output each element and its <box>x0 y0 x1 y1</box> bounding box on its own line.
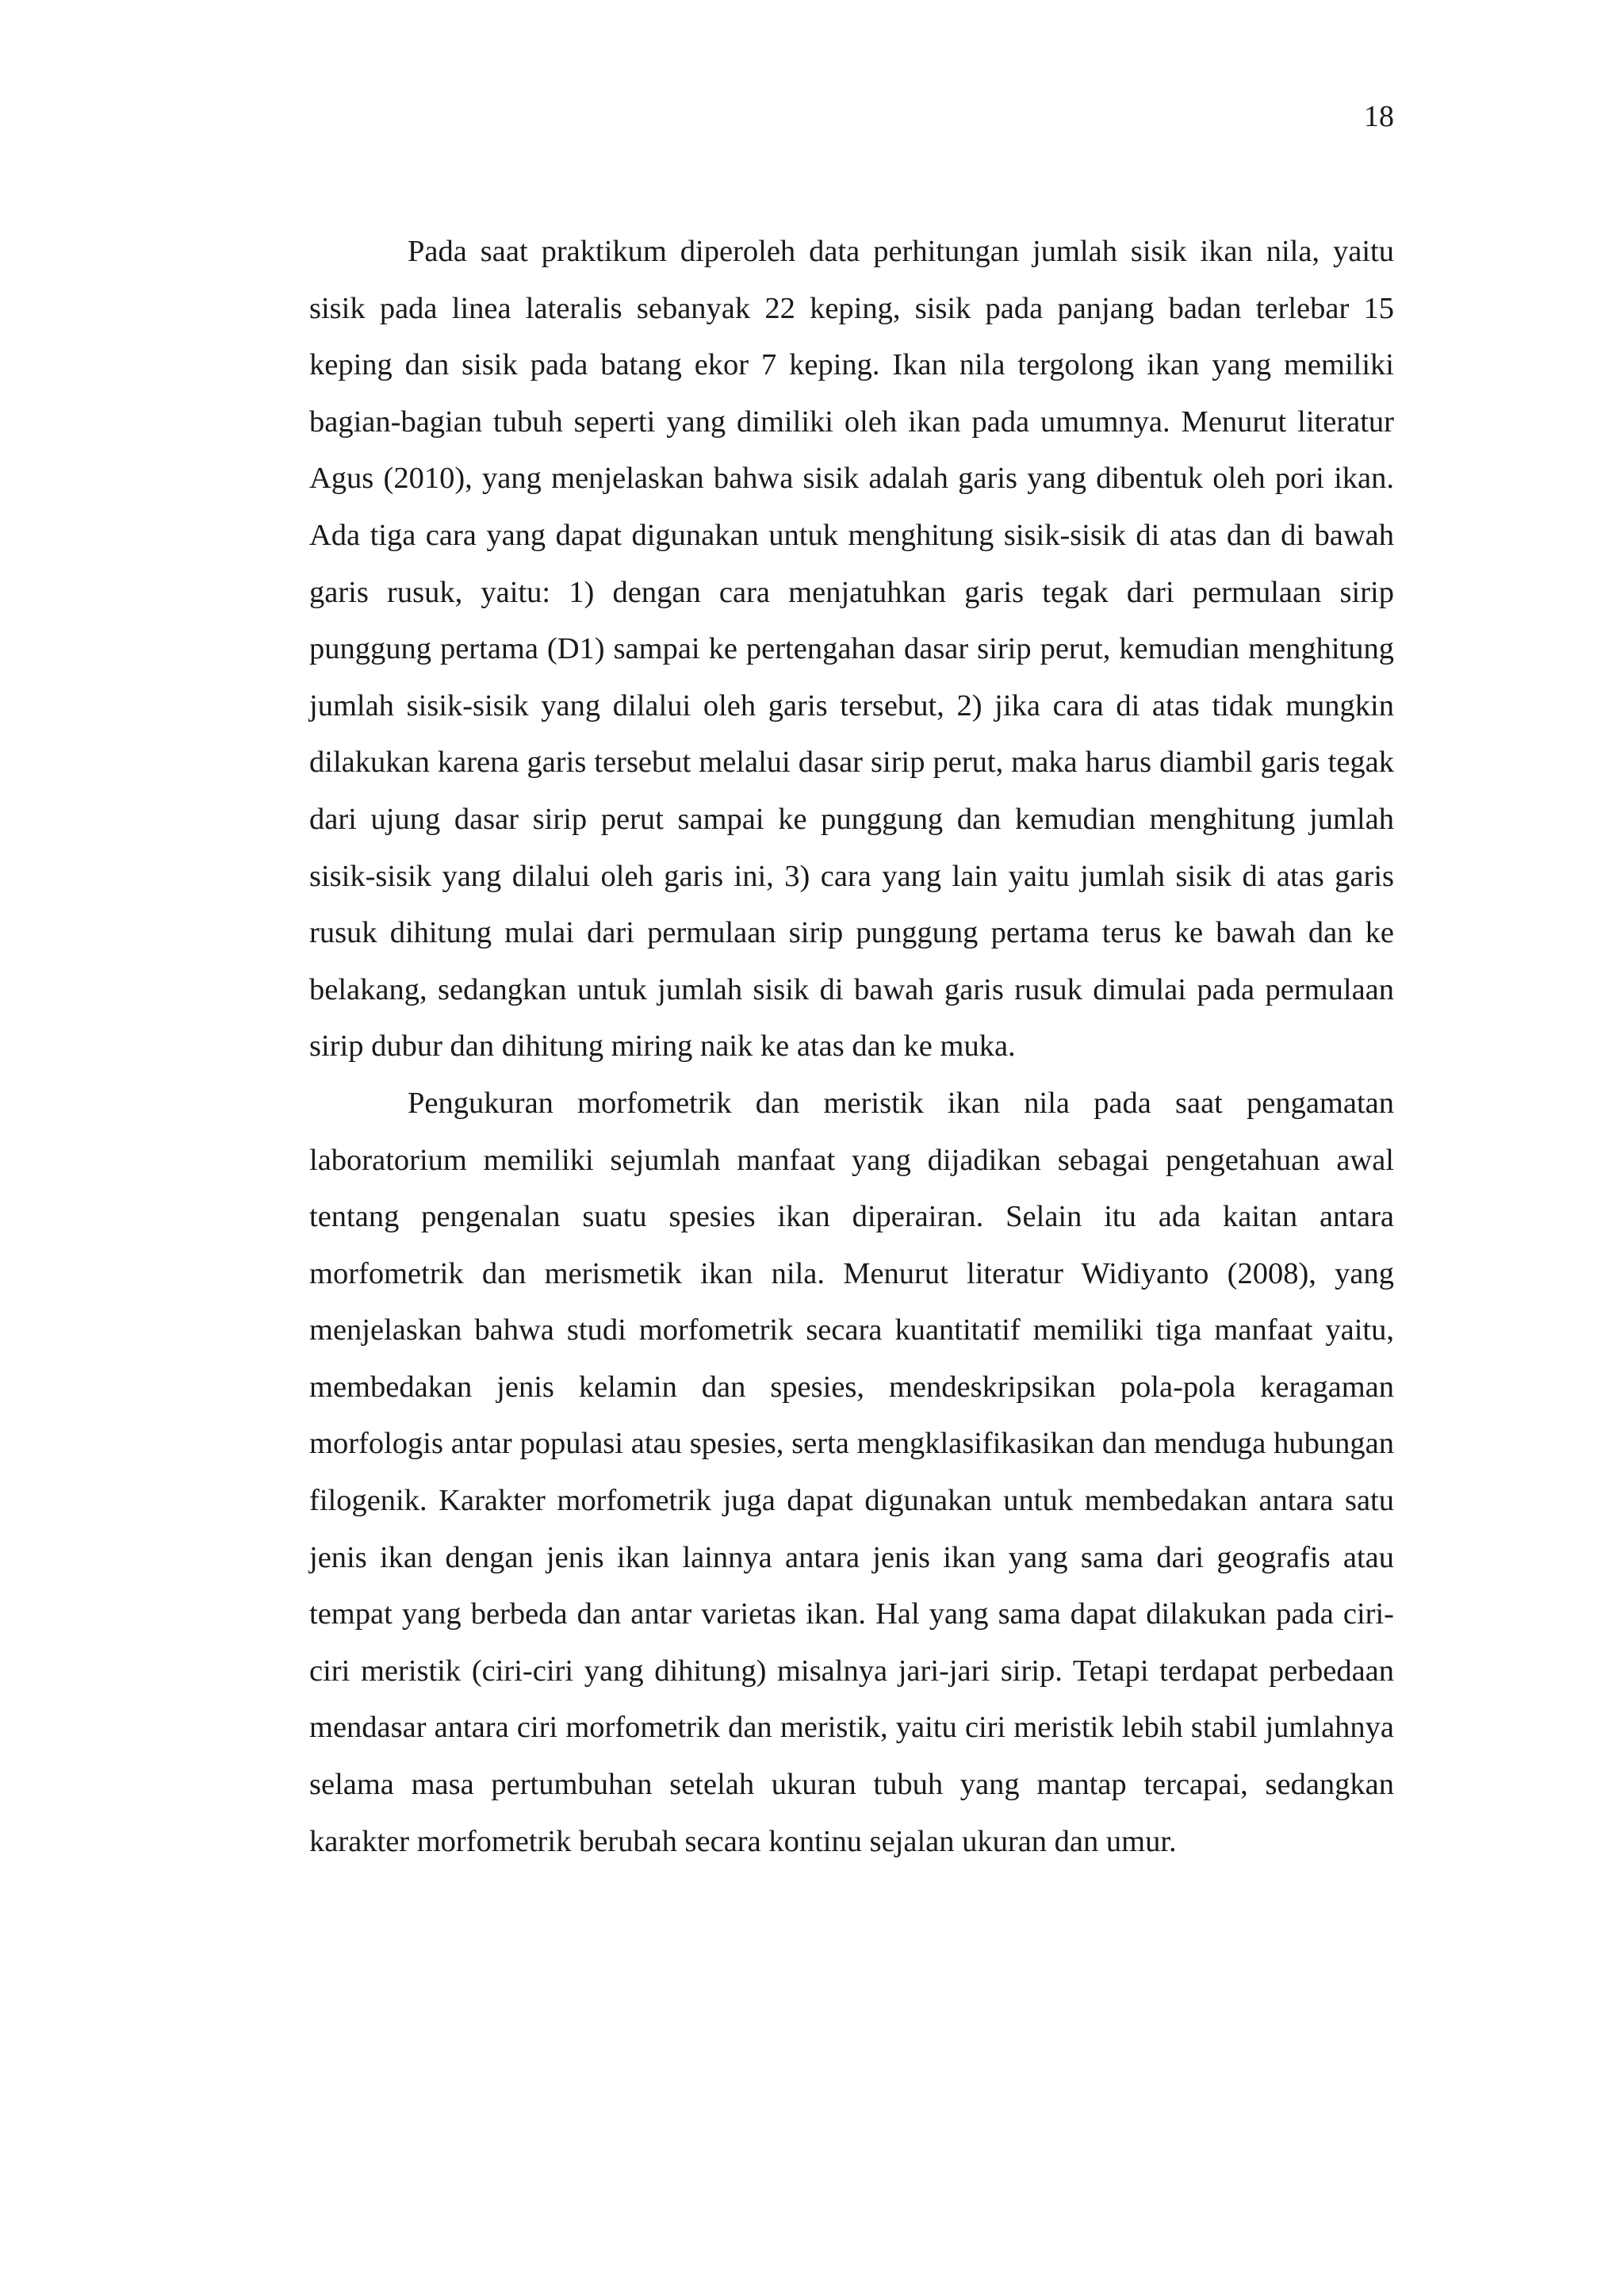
paragraph-scale-count: Pada saat praktikum diperoleh data perhitungan jumlah sisik ikan nila, yaitu sisik pada linea lateralis sebanyak 22 keping, sisik pada panjang badan terlebar 15 keping dan sisik pada batang ekor 7 keping. Ikan nila tergolong ikan yang memiliki bagian-bagian tubuh seperti yang dimiliki oleh ikan pada umumnya. Menurut literatur Agus (2010), yang menjelaskan bahwa sisik adalah garis yang dibentuk oleh pori ikan. Ada tiga cara yang dapat digunakan untuk menghitung sisik-sisik di atas dan di bawah garis rusuk, yaitu: 1) dengan cara menjatuhkan garis tegak dari permulaan sirip punggung pertama (D1) sampai ke pertengahan dasar sirip perut, kemudian menghitung jumlah sisik-sisik yang dilalui oleh garis tersebut, 2) jika cara di atas tidak mungkin dilakukan karena garis tersebut melalui dasar sirip perut, maka harus diambil garis tegak dari ujung dasar sirip perut sampai ke punggung dan kemudian menghitung jumlah sisik-sisik yang dilalui oleh garis ini, 3) cara yang lain yaitu jumlah sisik di atas garis rusuk dihitung mulai dari permulaan sirip punggung pertama terus ke bawah dan ke belakang, sedangkan untuk jumlah sisik di bawah garis rusuk dimulai pada permulaan sirip dubur dan dihitung miring naik ke atas dan ke muka. <box>309 235 1394 1064</box>
body-text <box>309 224 1394 1870</box>
page-number: 18 <box>1364 100 1394 133</box>
paragraph-morphometric: Pengukuran morfometrik dan meristik ikan nila pada saat pengamatan laboratorium memiliki sejumlah manfaat yang dijadikan sebagai pengetahuan awal tentang pengenalan suatu spesies ikan diperairan. Selain itu ada kaitan antara morfometrik dan merismetik ikan nila. Menurut literatur Widiyanto (2008), yang menjelaskan bahwa studi morfometrik secara kuantitatif memiliki tiga manfaat yaitu, membedakan jenis kelamin dan spesies, mendeskripsikan pola-pola keragaman morfologis antar populasi atau spesies, serta mengklasifikasikan dan menduga hubungan filogenik. Karakter morfometrik juga dapat digunakan untuk membedakan antara satu jenis ikan dengan jenis ikan lainnya antara jenis ikan yang sama dari geografis atau tempat yang berbeda dan antar varietas ikan. Hal yang sama dapat dilakukan pada ciri-ciri meristik (ciri-ciri yang dihitung) misalnya jari-jari sirip. Tetapi terdapat perbedaan mendasar antara ciri morfometrik dan meristik, yaitu ciri meristik lebih stabil jumlahnya selama masa pertumbuhan setelah ukuran tubuh yang mantap tercapai, sedangkan karakter morfometrik berubah secara kontinu sejalan ukuran dan umur. <box>309 1086 1394 1858</box>
